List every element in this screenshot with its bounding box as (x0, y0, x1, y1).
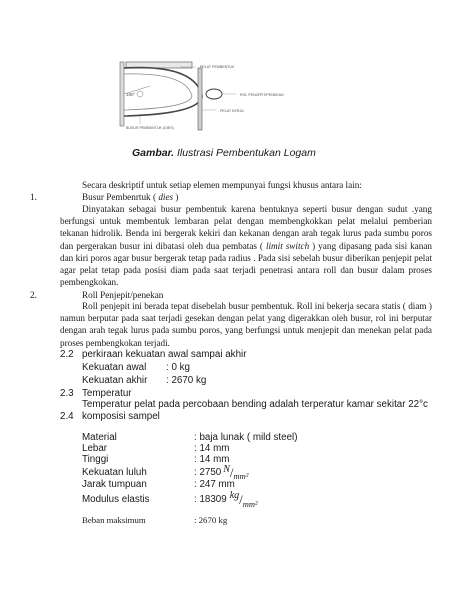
item1-body-a: Dinyatakan sebagai busur pembentuk karena bentuknya seperti busur dengan sudut .yang berfungsi untuk membentuk lembaran pelat dengan membengkokkan pelat melalui pemberian tekanan hidrolik. Benda ini bergerak kekiri dan kekanan dengan arah tegak lurus pada sumbu poros dan pergerakan busur ini dibatasi oleh dua pembatas ( (60, 204, 432, 251)
s22-row-label: Kekuatan akhir (82, 375, 148, 386)
label-angle: 180° (126, 92, 136, 97)
label-rol-penekan: ROL PENJEPIT/PENEKAN (240, 93, 284, 97)
item1-body-b: ) yang dipasang pada sisi kanan dan kiri poros agar busur bergerak tetap pada radius . Pada sisi sebelah busur diberikan penjepit pelat agar pelat tetap pada posisi diam pada saat terjadi penetrasi antara roll dan busur dalam proses pembengkokan. (60, 240, 433, 288)
yield-unit-den: mm² (233, 470, 249, 481)
s24-row-value: : 14 mm (194, 454, 230, 465)
s24-row-label: Modulus elastis (82, 494, 150, 505)
yield-unit-num: N (223, 463, 230, 475)
s22-title: perkiraan kekuatan awal sampai akhir (82, 349, 247, 360)
s24-row-value: : 2670 kg (194, 515, 228, 525)
figure-caption (132, 147, 316, 159)
left-post (120, 62, 124, 126)
intro-paragraph: Secara deskriptif untuk setiap elemen mempunyai fungsi khusus antara lain: (82, 180, 362, 190)
s24-row-value: : 247 mm (194, 479, 235, 490)
s24-row-value (194, 487, 258, 509)
yield-value: : 2750 (194, 467, 222, 478)
item1-title-italic: dies (156, 192, 176, 202)
item1-title-end: ) (175, 192, 179, 202)
label-plat-kerja: PELAT KERJA (220, 109, 244, 113)
s22-row-label: Kekuatan awal (82, 362, 147, 373)
item2-number: 2. (30, 290, 37, 300)
s24-row-label: Beban maksimum (82, 515, 146, 525)
caption-bold: Gambar. (132, 147, 175, 159)
label-plat-pembentuk: PELAT PEMBENTUK (200, 65, 235, 69)
modulus-unit-den: mm² (242, 498, 258, 509)
modulus-unit-num: kg (229, 489, 240, 501)
s24-row-value: : 14 mm (194, 443, 230, 454)
label-busur-pembentuk: BUSUR PEMBENTUK (DIES) (126, 126, 174, 130)
fraction-slash: / (239, 491, 243, 507)
item2-body: Roll penjepit ini berada tepat disebelah busur pembentuk. Roll ini bekerja secara statis ( diam ) namun berputar pada saat terjadi gesekan dengan pelat yang digerakkan oleh busur, rol ini berputar dengan arah tegak lurus pada sumbu poros, yang berfungsi untuk menjepit dan menekan pelat pada proses pembengkokan terjadi. (60, 301, 432, 348)
item1-body-italic: limit switch (263, 240, 313, 251)
s24-row-label: Kekuatan luluh (82, 467, 147, 478)
item1-title: Busur Pembenrtuk ( (82, 192, 157, 202)
fraction-slash: / (229, 464, 234, 480)
s23-number: 2.3 (60, 388, 74, 399)
s22-row-value: : 2670 kg (166, 375, 207, 386)
s22-number: 2.2 (60, 349, 74, 360)
s24-row-label: Lebar (82, 443, 108, 454)
item2-title: Roll Penjepit/penekan (82, 290, 164, 300)
s24-title: komposisi sampel (82, 411, 160, 422)
item1-heading (82, 191, 178, 203)
s24-number: 2.4 (60, 411, 74, 422)
s24-row-label: Material (82, 432, 117, 443)
s23-title: Temperatur (82, 388, 132, 399)
s22-row-value: : 0 kg (166, 362, 190, 373)
work-plate (198, 68, 202, 130)
s24-row-value (194, 462, 248, 479)
s24-row-label: Jarak tumpuan (82, 479, 147, 490)
s23-body: Temperatur pelat pada percobaan bending adalah terperatur kamar sekitar 22°c (82, 399, 428, 410)
s24-row-value: : baja lunak ( mild steel) (194, 432, 298, 443)
caption-text: Ilustrasi Pembentukan Logam (174, 147, 316, 159)
item1-number: 1. (30, 192, 37, 202)
s24-row-label: Tinggi (82, 454, 109, 465)
modulus-value: : 18309 (194, 494, 227, 505)
item1-body (60, 203, 432, 288)
roller (206, 89, 222, 99)
